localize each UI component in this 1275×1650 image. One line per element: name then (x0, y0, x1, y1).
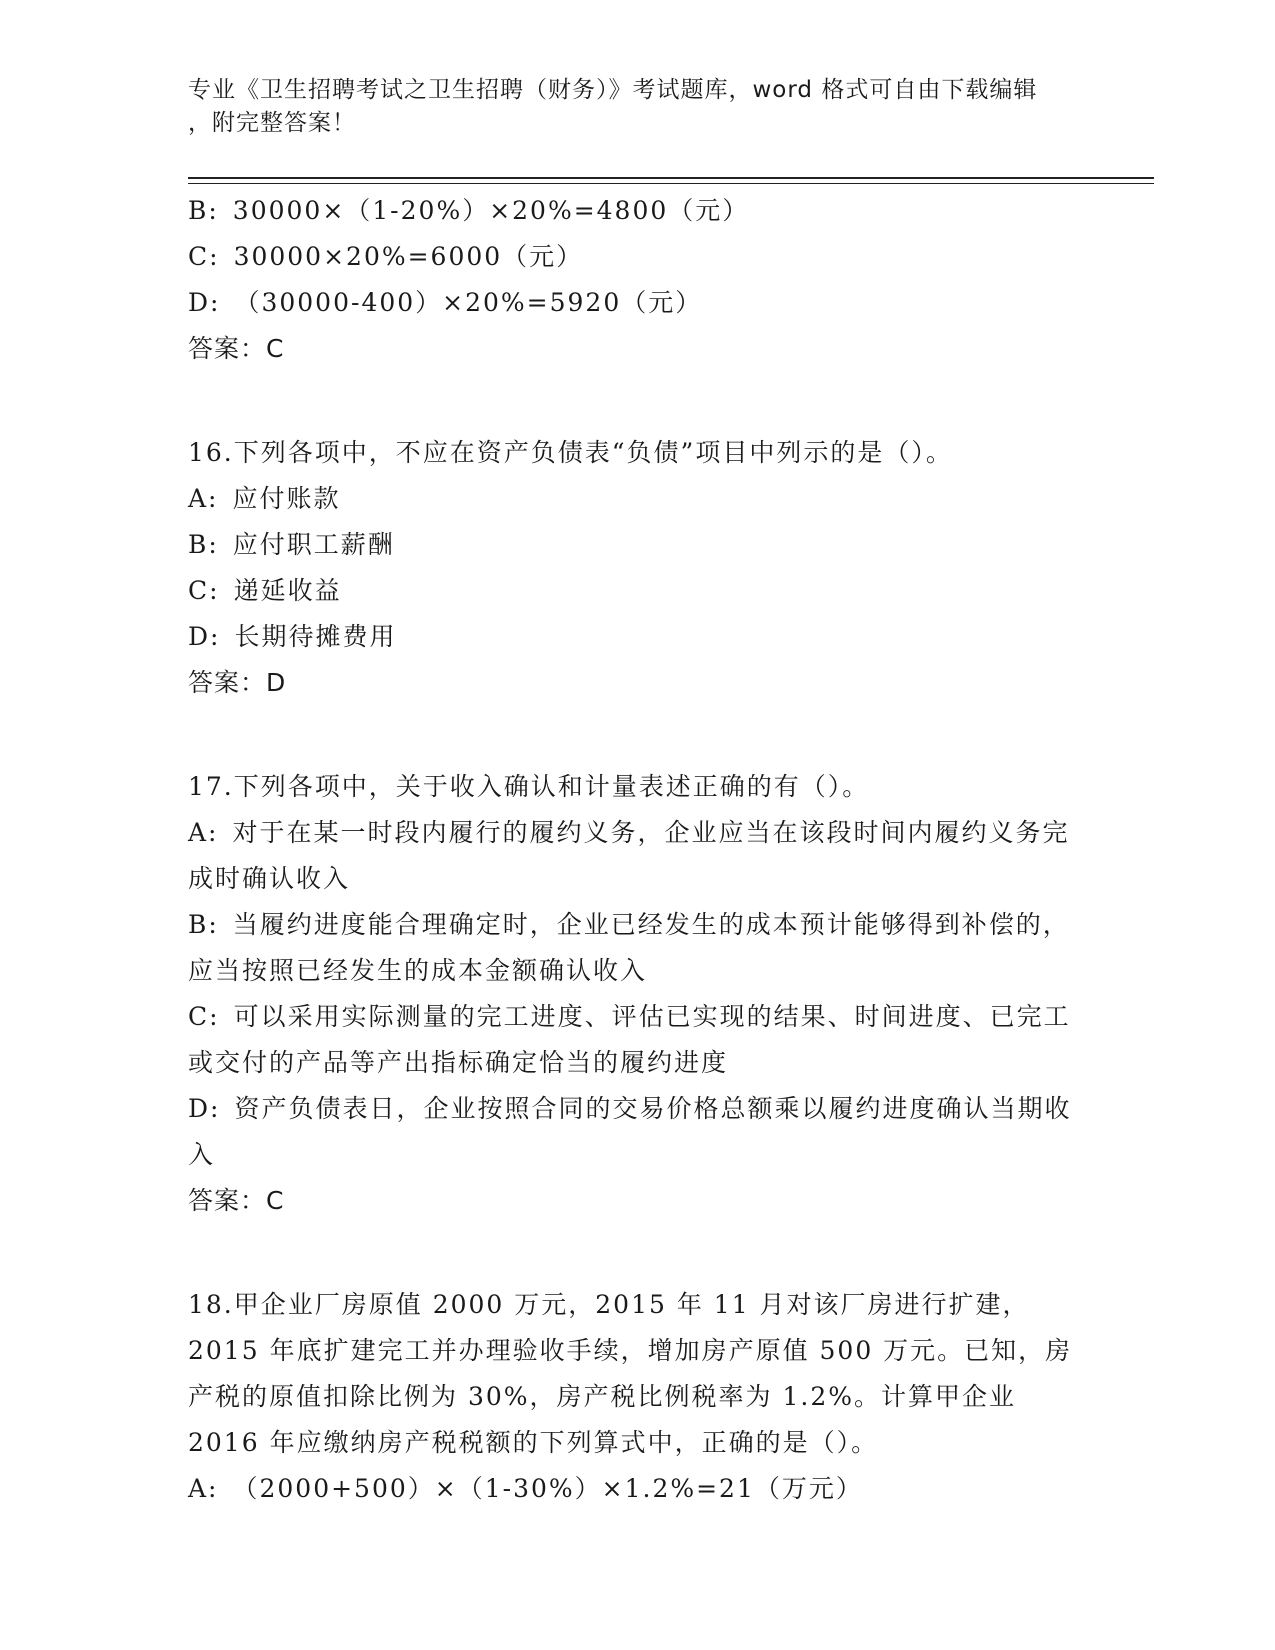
option-label: A: (188, 818, 219, 847)
option-text: 30000×20%=6000（元） (233, 242, 584, 271)
question-text: 17.下列各项中，关于收入确认和计量表述正确的有（）。 (188, 772, 870, 801)
question-text: 16.下列各项中，不应在资产负债表“负债”项目中列示的是（）。 (188, 438, 953, 467)
question-text: 18.甲企业厂房原值 2000 万元，2015 年 11 月对该厂房进行扩建，2015 年底扩建完工并办理验收手续，增加房产原值 500 万元。已知，房产税的原值扣除比例为 30%，房产税比例税率为 1.2%。计算甲企业 2016 年应缴纳房产税税额的下列算式中，正确的是（）。 (188, 1290, 1073, 1457)
option-c (188, 568, 1088, 614)
option-b (188, 522, 1088, 568)
header-divider-thick (188, 177, 1154, 179)
option-label: C: (188, 576, 220, 605)
option-text: 可以采用实际测量的完工进度、评估已实现的结果、时间进度、已完工或交付的产品等产出指标确定恰当的履约进度 (188, 1002, 1071, 1077)
header-line-1: 专业《卫生招聘考试之卫生招聘（财务）》考试题库，word 格式可自由下载编辑 (188, 77, 1038, 103)
option-label: C: (188, 1002, 220, 1031)
question-list (188, 188, 1088, 1512)
option-a (188, 476, 1088, 522)
question-17 (188, 764, 1088, 1224)
option-label: C: (188, 242, 220, 271)
document-header (188, 74, 1068, 140)
option-text: （2000+500）×（1-30%）×1.2%=21（万元） (232, 1474, 863, 1503)
option-label: D: (188, 1094, 221, 1123)
option-label: D: (188, 622, 221, 651)
option-label: B: (188, 196, 219, 225)
option-b (188, 188, 1088, 234)
option-text: （30000-400）×20%=5920（元） (234, 288, 703, 317)
option-text: 应付职工薪酬 (232, 530, 395, 559)
option-d (188, 1086, 1088, 1178)
question-partial (188, 188, 1088, 372)
option-text: 长期待摊费用 (234, 622, 397, 651)
option-text: 递延收益 (233, 576, 342, 605)
option-label: A: (188, 1474, 219, 1503)
header-divider-thin (188, 183, 1154, 184)
option-text: 当履约进度能合理确定时，企业已经发生的成本预计能够得到补偿的，应当按照已经发生的成本金额确认收入 (188, 910, 1070, 985)
question-18 (188, 1282, 1088, 1512)
option-d (188, 280, 1088, 326)
option-label: B: (188, 910, 219, 939)
option-a (188, 1466, 1088, 1512)
option-a (188, 810, 1088, 902)
answer-line: 答案：C (188, 1186, 285, 1215)
option-text: 应付账款 (232, 484, 341, 513)
option-d (188, 614, 1088, 660)
answer-line: 答案：C (188, 334, 285, 363)
header-line-2: ，附完整答案！ (188, 110, 356, 136)
option-label: B: (188, 530, 219, 559)
answer-line: 答案：D (188, 668, 287, 697)
option-c (188, 234, 1088, 280)
option-text: 资产负债表日，企业按照合同的交易价格总额乘以履约进度确认当期收入 (188, 1094, 1072, 1169)
question-16 (188, 430, 1088, 706)
option-text: 对于在某一时段内履行的履约义务，企业应当在该段时间内履约义务完成时确认收入 (188, 818, 1070, 893)
option-label: A: (188, 484, 219, 513)
option-c (188, 994, 1088, 1086)
option-label: D: (188, 288, 221, 317)
option-b (188, 902, 1088, 994)
option-text: 30000×（1-20%）×20%=4800（元） (232, 196, 750, 225)
